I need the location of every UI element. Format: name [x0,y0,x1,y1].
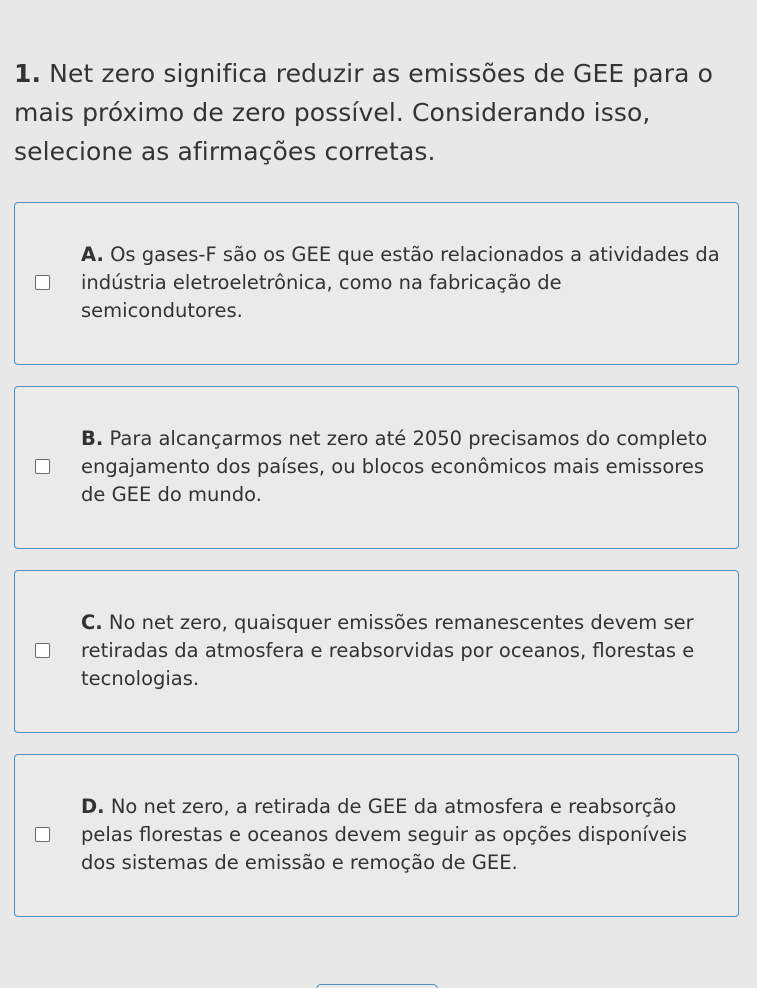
option-c-text: No net zero, quaisquer emissões remanescentes devem ser retiradas da atmosfera e reabsorvidas por oceanos, florestas e tecnologias. [81,611,695,690]
option-c-label [81,609,726,693]
option-a-letter: A. [81,243,104,266]
option-b[interactable] [14,386,739,549]
option-d-text: No net zero, a retirada de GEE da atmosfera e reabsorção pelas florestas e oceanos devem seguir as opções disponíveis dos sistemas de emissão e remoção de GEE. [81,795,687,874]
option-b-checkbox[interactable] [35,459,50,474]
option-a[interactable] [14,202,739,365]
option-c-checkbox[interactable] [35,643,50,658]
option-c[interactable] [14,570,739,733]
option-b-label [81,425,726,509]
option-a-checkbox[interactable] [35,275,50,290]
question-text: Net zero significa reduzir as emissões de GEE para o mais próximo de zero possível. Considerando isso, selecione as afirmações corretas. [14,59,713,166]
question-number: 1. [14,59,42,88]
option-c-letter: C. [81,611,103,634]
option-d-checkbox[interactable] [35,827,50,842]
option-b-text: Para alcançarmos net zero até 2050 precisamos do completo engajamento dos países, ou blocos econômicos mais emissores de GEE do mundo. [81,427,708,506]
option-a-label [81,241,726,325]
option-b-letter: B. [81,427,104,450]
question-prompt [14,54,744,171]
option-a-text: Os gases-F são os GEE que estão relacionados a atividades da indústria eletroeletrônica, como na fabricação de semicondutores. [81,243,720,322]
option-d-label [81,793,726,877]
option-d-letter: D. [81,795,105,818]
option-d[interactable] [14,754,739,917]
next-button[interactable] [316,984,438,988]
